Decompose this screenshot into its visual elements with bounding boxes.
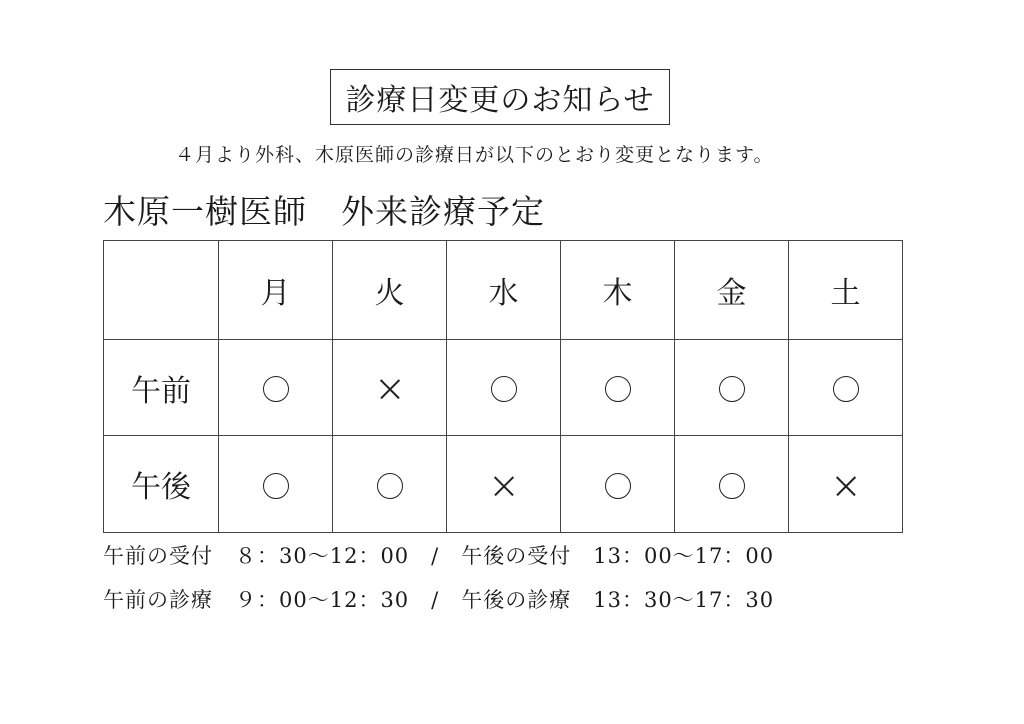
availability-mark: [494, 476, 514, 496]
row-label-morning: 午前: [104, 340, 219, 436]
availability-mark: [263, 473, 289, 499]
schedule-cell: [333, 436, 447, 533]
availability-mark: [833, 376, 859, 402]
consultation-hours: 午前の診療 ９：00〜12：30 / 午後の診療 13：30〜17：30: [103, 588, 775, 612]
schedule-cell: [675, 340, 789, 436]
reception-hours: 午前の受付 ８：30〜12：00 / 午後の受付 13：00〜17：00: [103, 544, 775, 568]
notice-title: 診療日変更のお知らせ: [330, 69, 670, 125]
availability-mark: [719, 376, 745, 402]
availability-mark: [836, 476, 856, 496]
availability-mark: [605, 376, 631, 402]
schedule-cell: [219, 340, 333, 436]
day-header-fri: 金: [675, 241, 789, 340]
day-header-wed: 水: [447, 241, 561, 340]
table-header-row: [104, 241, 903, 340]
availability-mark: [605, 473, 631, 499]
schedule-cell: [789, 340, 903, 436]
schedule-cell: [789, 436, 903, 533]
corner-cell: [104, 241, 219, 340]
availability-mark: [491, 376, 517, 402]
schedule-cell: [561, 436, 675, 533]
day-header-thu: 木: [561, 241, 675, 340]
day-header-sat: 土: [789, 241, 903, 340]
schedule-cell: [561, 340, 675, 436]
schedule-table: [103, 240, 903, 533]
row-label-afternoon: 午後: [104, 436, 219, 533]
day-header-tue: 火: [333, 241, 447, 340]
schedule-cell: [675, 436, 789, 533]
schedule-heading: 木原一樹医師 外来診療予定: [103, 192, 545, 231]
schedule-cell: [333, 340, 447, 436]
schedule-cell: [447, 436, 561, 533]
table-row-morning: [104, 340, 903, 436]
day-header-mon: 月: [219, 241, 333, 340]
availability-mark: [377, 473, 403, 499]
availability-mark: [719, 473, 745, 499]
availability-mark: [380, 379, 400, 399]
schedule-cell: [219, 436, 333, 533]
schedule-cell: [447, 340, 561, 436]
availability-mark: [263, 376, 289, 402]
table-row-afternoon: [104, 436, 903, 533]
notice-text: ４月より外科、木原医師の診療日が以下のとおり変更となります。: [175, 144, 774, 166]
